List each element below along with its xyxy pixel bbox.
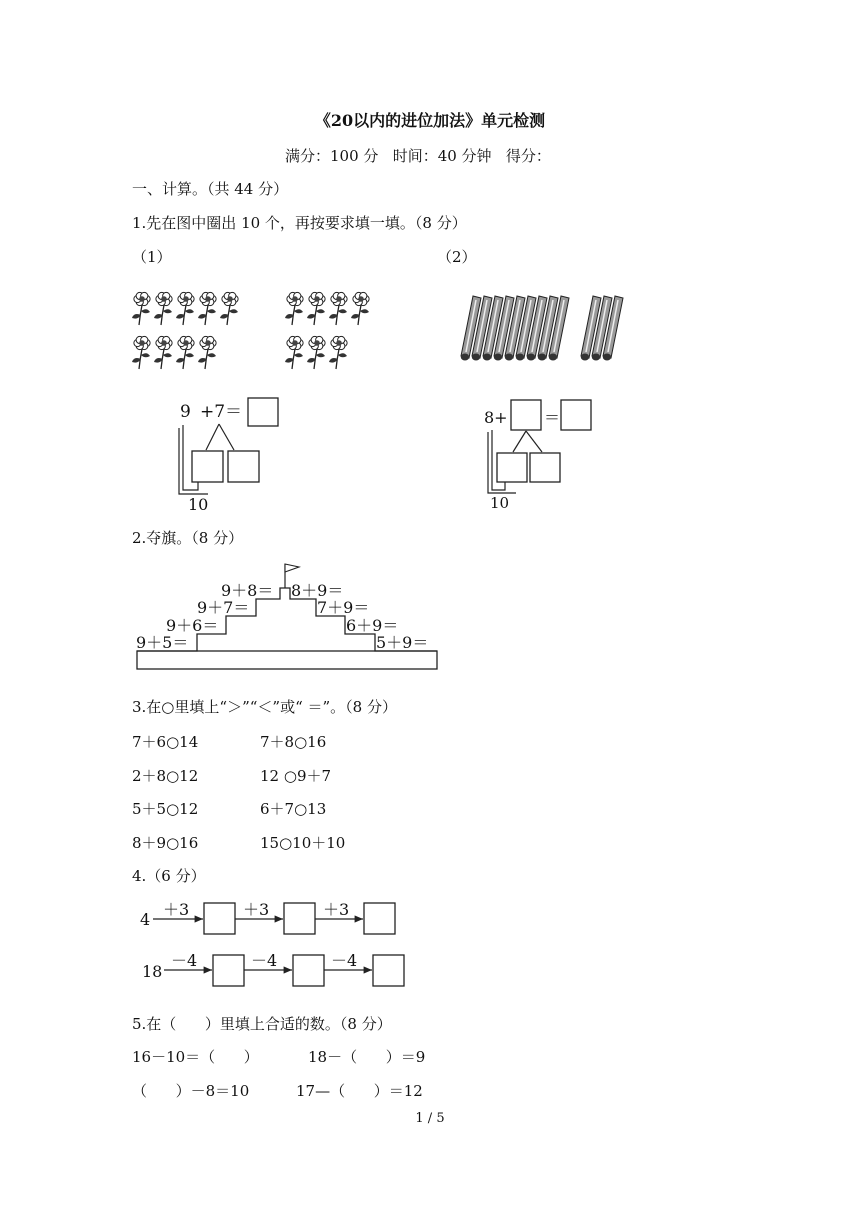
q3-item[interactable]: 8＋9○16 [132, 834, 199, 852]
chain2-start: 18 [142, 962, 163, 981]
flower-icon [176, 292, 194, 325]
q1-part2-label: （2） [437, 248, 477, 266]
step-1[interactable]: 9＋5＝ [136, 633, 189, 652]
chain2-op-3: －4 [331, 951, 358, 970]
eq2-addend-box[interactable] [511, 400, 541, 430]
chain1-op-2: ＋3 [243, 900, 270, 919]
q5-item[interactable]: 17—（ ）＝12 [296, 1082, 423, 1100]
q4-prompt: 4.（6 分） [132, 867, 206, 885]
flower-icon [154, 292, 172, 325]
q4-chain-diagram [135, 895, 415, 995]
flag-icon [285, 564, 299, 572]
score-meta: 满分：100 分 时间：40 分钟 得分： [285, 147, 551, 165]
stick-bundle-illustration [455, 292, 655, 372]
flower-icon [176, 336, 194, 369]
q1-prompt: 1.先在图中圈出 10 个，再按要求填一填。（8 分） [132, 214, 467, 232]
flag-staircase-diagram [130, 558, 445, 676]
eq2-answer-box[interactable] [561, 400, 591, 430]
chain2-box-2[interactable] [293, 955, 324, 986]
chain2-box-1[interactable] [213, 955, 244, 986]
page-number: 1 / 5 [415, 1111, 445, 1126]
flower-icon [307, 292, 325, 325]
q5-item[interactable]: 18－（ ）＝9 [308, 1048, 426, 1066]
step-7[interactable]: 6＋9＝ [346, 616, 399, 635]
eq2-ten: 10 [490, 494, 510, 512]
chain1-box-3[interactable] [364, 903, 395, 934]
step-8[interactable]: 5＋9＝ [376, 633, 429, 652]
eq1-ten: 10 [188, 495, 209, 514]
flower-icon [329, 336, 347, 369]
q1-diagram-2 [480, 390, 610, 515]
page-title: 《20以内的进位加法》单元检测 [314, 111, 546, 130]
flower-icon [132, 336, 150, 369]
chain2-op-1: －4 [171, 951, 198, 970]
q1-part1-label: （1） [132, 248, 172, 266]
chain1-start: 4 [140, 910, 151, 929]
eq2-eq: ＝ [544, 408, 561, 427]
flower-icon [198, 336, 216, 369]
eq1-split-box-2[interactable] [228, 451, 259, 482]
eq1-left: 9 [180, 402, 191, 422]
q3-item[interactable]: 2＋8○12 [132, 767, 199, 785]
flower-icon [329, 292, 347, 325]
eq1-op: +7＝ [200, 402, 243, 422]
flower-icon [198, 292, 216, 325]
eq2-split-box-2[interactable] [530, 453, 560, 482]
step-5[interactable]: 8＋9＝ [291, 581, 344, 600]
flower-icon [132, 292, 150, 325]
q3-prompt: 3.在○里填上“＞”“＜”或“ ＝”。（8 分） [132, 698, 397, 716]
flower-icon [351, 292, 369, 325]
chain1-op-3: ＋3 [323, 900, 350, 919]
flower-illustration [125, 285, 385, 380]
q3-item[interactable]: 7＋8○16 [260, 733, 327, 751]
q5-item[interactable]: （ ）－8＝10 [132, 1082, 250, 1100]
eq1-split-box-1[interactable] [192, 451, 223, 482]
q3-item[interactable]: 12 ○9＋7 [260, 767, 332, 785]
q5-item[interactable]: 16－10＝（ ） [132, 1048, 259, 1066]
section-1-heading: 一、计算。（共 44 分） [132, 180, 289, 198]
chain2-op-2: －4 [251, 951, 278, 970]
q3-item[interactable]: 5＋5○12 [132, 800, 199, 818]
flower-icon [220, 292, 238, 325]
chain1-box-1[interactable] [204, 903, 235, 934]
q3-item[interactable]: 7＋6○14 [132, 733, 199, 751]
eq2-left: 8+ [484, 408, 508, 427]
flower-icon [285, 292, 303, 325]
chain1-box-2[interactable] [284, 903, 315, 934]
flower-icon [154, 336, 172, 369]
step-2[interactable]: 9＋6＝ [166, 616, 219, 635]
step-3[interactable]: 9＋7＝ [197, 598, 250, 617]
q5-prompt: 5.在（ ）里填上合适的数。（8 分） [132, 1015, 392, 1033]
step-6[interactable]: 7＋9＝ [317, 598, 370, 617]
q3-item[interactable]: 6＋7○13 [260, 800, 327, 818]
step-4[interactable]: 9＋8＝ [221, 581, 274, 600]
eq1-answer-box[interactable] [248, 398, 278, 426]
chain2-box-3[interactable] [373, 955, 404, 986]
flower-icon [285, 336, 303, 369]
q2-prompt: 2.夺旗。（8 分） [132, 529, 244, 547]
q3-item[interactable]: 15○10＋10 [260, 834, 346, 852]
flower-icon [307, 336, 325, 369]
chain1-op-1: ＋3 [163, 900, 190, 919]
q1-diagram-1 [170, 390, 300, 515]
eq2-split-box-1[interactable] [497, 453, 527, 482]
